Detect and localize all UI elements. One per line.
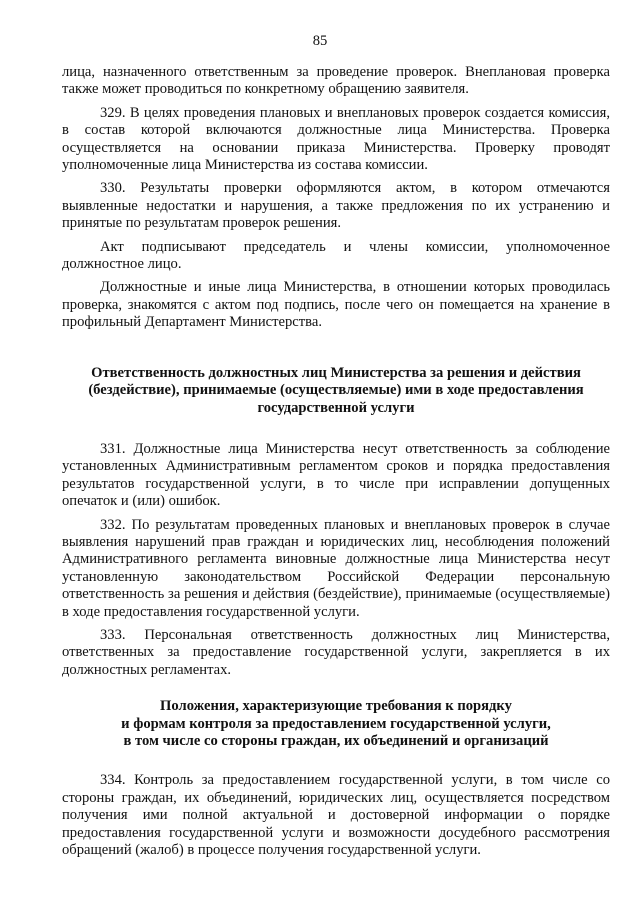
heading-line: в том числе со стороны граждан, их объединений и организаций xyxy=(123,733,549,749)
heading-line: и формам контроля за предоставлением государственной услуги, xyxy=(121,715,551,732)
page-number: 85 xyxy=(312,33,328,49)
paragraph-331: 331. Должностные лица Министерства несут ответственность за соблюдение установленных Административным регламентом сроков и порядка предоставления результатов государственной услуги, в то числе при исправлении допущенных опечаток и (или) ошибок. xyxy=(62,440,610,510)
heading-line: государственной услуги xyxy=(257,399,415,416)
paragraph-333: 333. Персональная ответственность должностных лиц Министерства, ответственных за предоставление государственной услуги, закрепляется в их должностных регламентах. xyxy=(62,626,610,678)
paragraph-act-signatures: Акт подписывают председатель и члены комиссии, уполномоченное должностное лицо. xyxy=(62,238,610,273)
paragraph-332: 332. По результатам проведенных плановых и внеплановых проверок в случае выявления нарушений прав граждан и юридических лиц, несоблюдения положений Административного регламента виновные должностные лица Министерства несут установленную законодательством Российской Федерации персональную ответственность за решения и действия (бездействие), принимаемые (осуществляемые) в ходе предоставления государственной услуги. xyxy=(62,516,610,620)
heading-line: Положения, характеризующие требования к порядку xyxy=(160,698,512,715)
section-heading-responsibility xyxy=(62,365,610,417)
paragraph-334: 334. Контроль за предоставлением государственной услуги, в том числе со стороны граждан, их объединений, юридических лиц, осуществляется посредством получения ими полной актуальной и достоверной информации о порядке предоставления государственной услуги и возможности досудебного рассмотрения обращений (жалоб) в процессе получения государственной услуги. xyxy=(62,772,610,859)
heading-line: (бездействие), принимаемые (осуществляемые) ими в ходе предоставления xyxy=(88,382,584,399)
paragraph-330: 330. Результаты проверки оформляются актом, в котором отмечаются выявленные недостатки и нарушения, а также предложения по их устранению и принятые по результатам проверок решения. xyxy=(62,180,610,232)
paragraph-329: 329. В целях проведения плановых и внеплановых проверок создается комиссия, в состав которой включаются должностные лица Министерства. Проверка осуществляется на основании приказа Министерства. Проверку проводят уполномоченные лица Министерства из состава комиссии. xyxy=(62,104,610,174)
paragraph-continuation: лица, назначенного ответственным за проведение проверок. Внеплановая проверка также может проводиться по конкретному обращению заявителя. xyxy=(62,64,610,98)
document-body xyxy=(62,64,610,859)
section-heading-control xyxy=(62,698,610,750)
heading-line: Ответственность должностных лиц Министерства за решения и действия xyxy=(91,364,581,381)
paragraph-act-acquaintance: Должностные и иные лица Министерства, в отношении которых проводилась проверка, знакомятся с актом под подпись, после чего он помещается на хранение в профильный Департамент Министерства. xyxy=(62,279,610,331)
